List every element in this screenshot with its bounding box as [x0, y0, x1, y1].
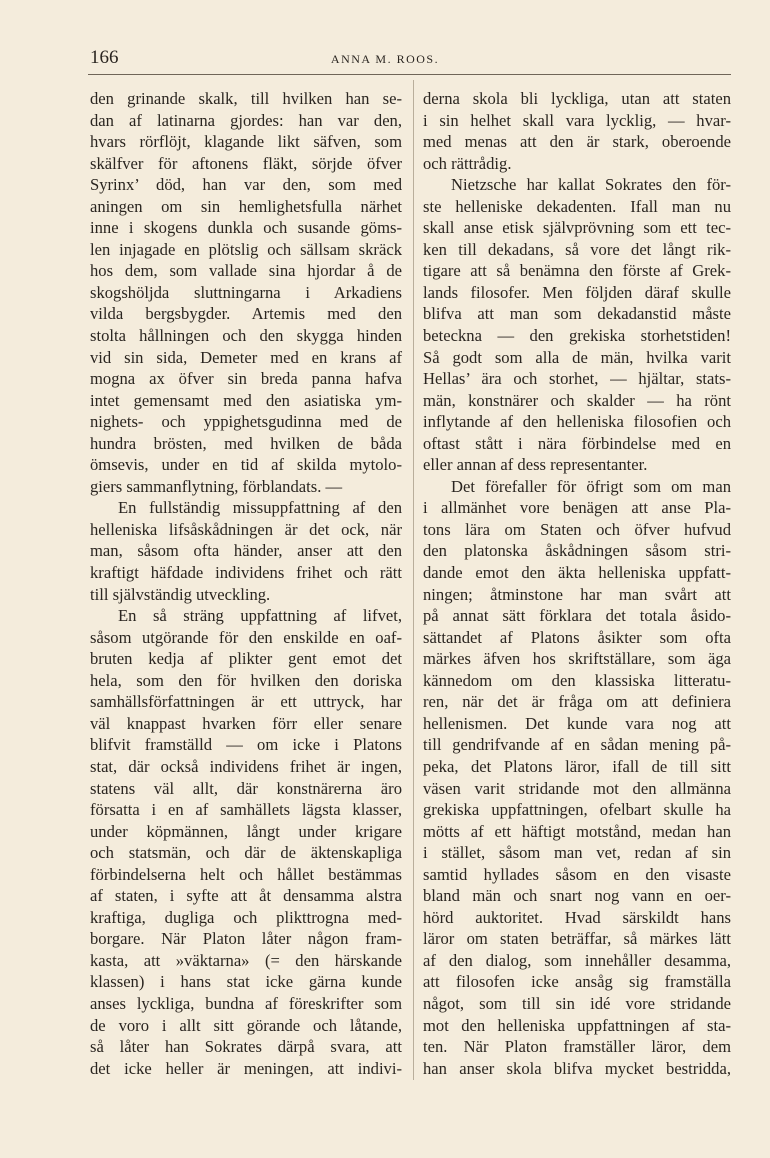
text-line: derna skola bli lyckliga, utan att staten	[423, 89, 731, 108]
text-line: Hellas’ ära och storhet, — hjältar, stats-	[423, 369, 731, 389]
text-line: med menas att den är stark, oberoende	[423, 132, 731, 152]
text-line: kasta, att »väktarna» (= den härskande	[90, 950, 402, 970]
text-line: förbindelserna helt och hållet bestämmas	[90, 864, 402, 884]
text-line: skälfver för aftonens fläkt, sörjde öfver	[90, 153, 402, 173]
text-line: ömsevis, under en tid af skilda mytolo-	[90, 455, 402, 475]
text-line: af staten, i syfte att åt densamma alstra	[90, 886, 402, 906]
text-line: i allmänhet vore benägen att anse Pla-	[423, 498, 731, 518]
text-line: hvars rörflöjt, klagande likt säfven, som	[90, 132, 402, 152]
text-line: ren, när det är fråga om att definiera	[423, 692, 731, 712]
text-line: statens väl allt, där konstnärerna äro	[90, 778, 402, 798]
text-line: bruten kedja af plikter gent emot det	[90, 649, 402, 669]
text-line: intet gemensamt med den asiatiska ym-	[90, 390, 402, 410]
text-line: den platonska åskådningen såsom stri-	[423, 541, 731, 561]
text-line: hos dem, som vallade sina hjordar å de	[90, 261, 402, 281]
page-number: 166	[90, 47, 119, 68]
text-line: helleniska lifsåskådningen är det ock, när	[90, 519, 402, 539]
text-line: grekiska uppfattningen, ofelbart skulle ha	[423, 800, 731, 820]
text-line: vid sin sida, Demeter med en krans af	[90, 347, 402, 367]
text-line: det icke heller är meningen, att indivi-	[90, 1058, 402, 1078]
text-line: hellenismen. Det kunde vara nog att	[423, 713, 731, 733]
text-line: peka, det Platons läror, ifall de till sitt	[423, 756, 731, 776]
text-line: sättandet af Platons åsikter som ofta	[423, 627, 731, 647]
text-line: kännedom om den klassiska litteratu-	[423, 670, 731, 690]
text-line: borgare. När Platon låter någon fram-	[90, 929, 402, 949]
text-line: Det förefaller för öfrigt som om man	[451, 476, 731, 496]
text-line: lands filosofer. Men följden däraf skulle	[423, 282, 731, 302]
text-line: dande emot den äkta helleniska uppfatt-	[423, 563, 731, 583]
text-line: och rättrådig.	[423, 153, 512, 173]
text-line: blifvit framställd — om icke i Platons	[90, 735, 402, 755]
text-line: ten. När Platon framställer läror, dem	[423, 1037, 731, 1057]
text-line: skall anse etisk självprövning som ett tec-	[423, 218, 731, 238]
text-line: väsen varit stridande mot den allmänna	[423, 778, 731, 798]
text-line: dan af latinarna gjordes: han var den,	[90, 110, 402, 130]
text-line: såsom utgörande för den enskilde en oaf-	[90, 627, 402, 647]
text-line: något, som till sin idé vore stridande	[423, 993, 731, 1013]
text-line: hörd auktoritet. Hvad särskildt hans	[423, 907, 731, 927]
text-line: i sin helhet skall vara lycklig, — hvar-	[423, 110, 731, 130]
text-line: Nietzsche har kallat Sokrates den för-	[451, 175, 731, 195]
text-line: skogshöljda sluttningarna i Arkadiens	[90, 282, 402, 302]
text-line: ken till dekadans, så vore det långt rik-	[423, 239, 731, 259]
text-line: ste helleniske dekadenten. Ifall man nu	[423, 196, 731, 216]
text-line: af den dialog, som innehåller desamma,	[423, 950, 731, 970]
text-line: man, såsom ofta händer, anser att den	[90, 541, 402, 561]
text-line: mötts af ett häftigt motstånd, medan han	[423, 821, 731, 841]
text-line: mot den helleniska uppfattningen af sta-	[423, 1015, 731, 1035]
text-line: tons lära om Staten och öfver hufvud	[423, 519, 731, 539]
text-line: och statsmän, och där de äktenskapliga	[90, 843, 402, 863]
text-line: till gendrifvande af en sådan mening på-	[423, 735, 731, 755]
text-line: de voro i allt sitt görande och låtande,	[90, 1015, 402, 1035]
right-column	[423, 88, 731, 1079]
text-line: aningen om sin hemlighetsfulla närhet	[90, 196, 402, 216]
text-line: i stället, såsom man vet, redan af sin	[423, 843, 731, 863]
text-line: under köpmännen, långt under krigare	[90, 821, 402, 841]
text-line: beteckna — den grekiska storhetstiden!	[423, 326, 731, 346]
text-line: hela, som den för hvilken den doriska	[90, 670, 402, 690]
text-line: En fullständig missuppfattning af den	[118, 498, 402, 518]
text-line: nighets- och yppighetsgudinna med de	[90, 412, 402, 432]
text-line: anses lyckliga, bundna af föreskrifter som	[90, 993, 402, 1013]
text-line: hundra brösten, med hvilken de båda	[90, 433, 402, 453]
text-line: len injagade en plötslig och sällsam skräck	[90, 239, 402, 259]
text-line: mogna ax öfver sin breda panna hafva	[90, 369, 402, 389]
text-line: kraftigt häfdade individens frihet och rätt	[90, 563, 402, 583]
text-line: att filosofen icke ansåg sig framställa	[423, 972, 731, 992]
text-line: läror om staten beträffar, så märkes lätt	[423, 929, 731, 949]
text-line: klassen) i hans stat icke gärna kunde	[90, 972, 402, 992]
text-line: tigare att så benämna den förste af Grek-	[423, 261, 731, 281]
text-line: blifva att man som dekadanstid måste	[423, 304, 731, 324]
text-line: väl knappast hvarken förr eller senare	[90, 713, 402, 733]
text-line: den grinande skalk, till hvilken han se-	[90, 89, 402, 108]
text-line: Syrinx’ död, han var den, som med	[90, 175, 402, 195]
left-column	[90, 88, 402, 1079]
text-line: inne i skogens dunkla och susande göms-	[90, 218, 402, 238]
text-line: till självständig utveckling.	[90, 584, 271, 604]
text-line: ningen; åtminstone har man svårt att	[423, 584, 731, 604]
text-line: på annat sätt förklara det totala åsido-	[423, 606, 731, 626]
text-line: bland män och snart nog vann en oer-	[423, 886, 731, 906]
text-line: samtid hyllades såsom en den visaste	[423, 864, 731, 884]
text-line: stolta hållningen och den skygga hinden	[90, 326, 402, 346]
text-line: märkes äfven hos skriftställare, som äga	[423, 649, 731, 669]
text-line: så låter han Sokrates därpå svara, att	[90, 1037, 402, 1057]
text-line: oftast stått i nära förbindelse med en	[423, 433, 731, 453]
running-head: ANNA M. ROOS.	[330, 52, 440, 66]
header-rule	[88, 74, 731, 75]
text-line: giers sammanflytning, förblandats. —	[90, 476, 343, 496]
text-line: samhällsförfattningen är ett uttryck, har	[90, 692, 402, 712]
text-line: män, konstnärer och skalder — ha rönt	[423, 390, 731, 410]
text-line: inflytande af den helleniska filosofien och	[423, 412, 731, 432]
text-line: kraftiga, dugliga och plikttrogna med-	[90, 907, 402, 927]
text-line: eller annan af dess representanter.	[423, 455, 648, 475]
text-line: En så sträng uppfattning af lifvet,	[118, 606, 402, 626]
text-line: stat, där också individens frihet är ingen,	[90, 756, 402, 776]
text-line: försatta i en af samhällets lägsta klasser,	[90, 800, 402, 820]
text-line: Så godt som alla de män, hvilka varit	[423, 347, 731, 367]
column-divider	[413, 80, 414, 1080]
text-line: han anser skola blifva mycket bestridda,	[423, 1058, 731, 1078]
text-line: vilda bergsbygder. Artemis med den	[90, 304, 402, 324]
